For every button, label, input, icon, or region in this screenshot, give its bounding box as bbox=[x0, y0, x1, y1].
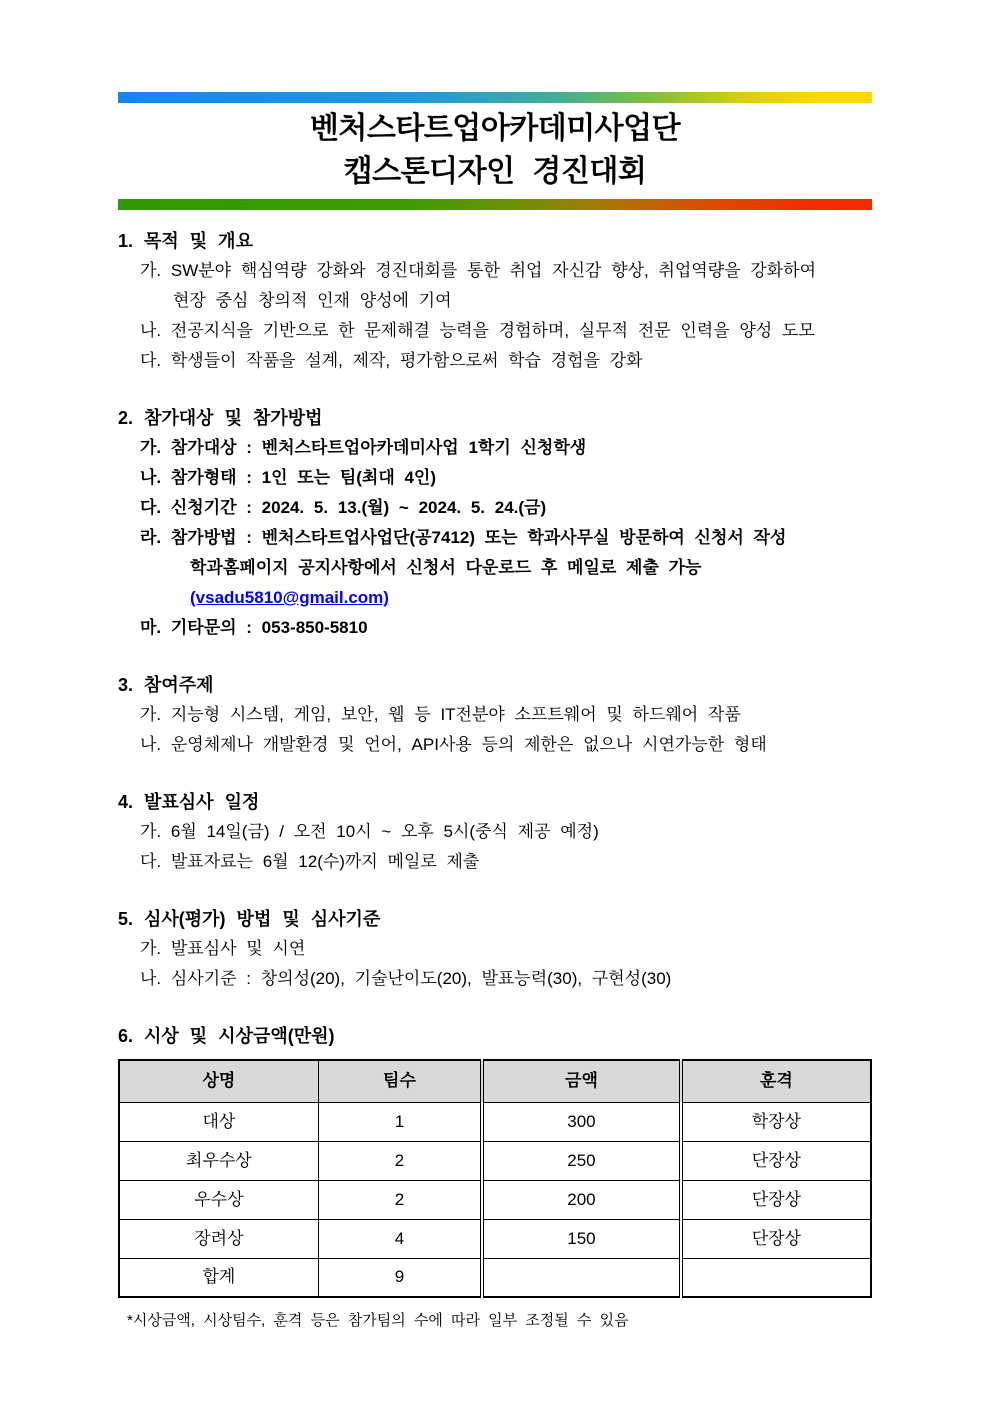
table-cell: 2 bbox=[318, 1141, 482, 1180]
col-header-amount: 금액 bbox=[482, 1060, 681, 1102]
document-title bbox=[118, 107, 872, 193]
table-cell: 300 bbox=[482, 1102, 681, 1141]
table-cell: 학장상 bbox=[681, 1102, 871, 1141]
list-item: 다. 발표자료는 6월 12(수)까지 메일로 제출 bbox=[140, 852, 480, 871]
list-item: 나. 참가형태 : 1인 또는 팀(최대 4인) bbox=[140, 468, 437, 487]
list-item: 나. 심사기준 : 창의성(20), 기술난이도(20), 발표능력(30), 구현성(30) bbox=[140, 969, 672, 988]
table-cell: 9 bbox=[318, 1258, 482, 1297]
col-header-team-count: 팀수 bbox=[318, 1060, 482, 1102]
table-cell: 단장상 bbox=[681, 1141, 871, 1180]
list-item: 라. 참가방법 : 벤처스타트업사업단(공7412) 또는 학과사무실 방문하여 신청서 작성 bbox=[140, 528, 787, 547]
table-row bbox=[119, 1258, 871, 1297]
table-row bbox=[119, 1219, 871, 1258]
email-line-prefix: 학과홈페이지 공지사항에서 신청서 다운로드 후 메일로 제출 가능 bbox=[190, 558, 702, 577]
awards-table bbox=[118, 1059, 872, 1298]
table-cell: 단장상 bbox=[681, 1180, 871, 1219]
section-schedule bbox=[118, 787, 872, 877]
list-item: 가. SW분야 핵심역량 강화와 경진대회를 통한 취업 자신감 향상, 취업역량을 강화하여 bbox=[140, 261, 816, 280]
list-item: 다. 학생들이 작품을 설계, 제작, 평가함으로써 학습 경험을 강화 bbox=[140, 351, 643, 370]
table-cell bbox=[482, 1258, 681, 1297]
title-line-1: 벤처스타트업아카데미사업단 bbox=[309, 112, 681, 145]
list-item: 다. 신청기간 : 2024. 5. 13.(월) ~ 2024. 5. 24.(금) bbox=[140, 498, 547, 517]
list-item: 가. 참가대상 : 벤처스타트업아카데미사업 1학기 신청학생 bbox=[140, 438, 587, 457]
section-awards bbox=[118, 1021, 872, 1332]
table-row bbox=[119, 1102, 871, 1141]
section-heading: 4. 발표심사 일정 bbox=[118, 792, 260, 812]
table-row bbox=[119, 1141, 871, 1180]
section-heading: 3. 참여주제 bbox=[118, 675, 214, 695]
section-heading: 1. 목적 및 개요 bbox=[118, 231, 253, 251]
section-heading: 6. 시상 및 시상금액(만원) bbox=[118, 1026, 335, 1046]
table-cell: 대상 bbox=[119, 1102, 318, 1141]
list-item: 가. 6월 14일(금) / 오전 10시 ~ 오후 5시(중식 제공 예정) bbox=[140, 822, 599, 841]
table-cell: 1 bbox=[318, 1102, 482, 1141]
table-cell: 단장상 bbox=[681, 1219, 871, 1258]
table-cell: 2 bbox=[318, 1180, 482, 1219]
table-footnote: *시상금액, 시상팀수, 훈격 등은 참가팀의 수에 따라 일부 조정될 수 있음 bbox=[127, 1312, 629, 1329]
table-cell: 최우수상 bbox=[119, 1141, 318, 1180]
top-gradient-bar bbox=[118, 92, 872, 103]
list-item: 가. 발표심사 및 시연 bbox=[140, 939, 306, 958]
email-link[interactable]: (vsadu5810@gmail.com) bbox=[190, 588, 389, 607]
table-cell: 장려상 bbox=[119, 1219, 318, 1258]
section-heading: 5. 심사(평가) 방법 및 심사기준 bbox=[118, 909, 381, 929]
section-purpose bbox=[118, 226, 872, 376]
table-cell: 합계 bbox=[119, 1258, 318, 1297]
list-item: 마. 기타문의 : 053-850-5810 bbox=[140, 618, 368, 637]
list-item: 가. 지능형 시스템, 게임, 보안, 웹 등 IT전분야 소프트웨어 및 하드웨어 작품 bbox=[140, 705, 741, 724]
table-cell: 150 bbox=[482, 1219, 681, 1258]
section-heading: 2. 참가대상 및 참가방법 bbox=[118, 408, 323, 428]
list-item-email-line bbox=[118, 553, 872, 613]
table-cell: 200 bbox=[482, 1180, 681, 1219]
section-topics bbox=[118, 670, 872, 760]
section-judging bbox=[118, 904, 872, 994]
table-cell: 4 bbox=[318, 1219, 482, 1258]
table-cell bbox=[681, 1258, 871, 1297]
table-row bbox=[119, 1180, 871, 1219]
section-participation bbox=[118, 403, 872, 643]
table-header-row bbox=[119, 1060, 871, 1102]
list-item: 현장 중심 창의적 인재 양성에 기여 bbox=[173, 291, 452, 310]
list-item: 나. 전공지식을 기반으로 한 문제해결 능력을 경험하며, 실무적 전문 인력을 양성 도모 bbox=[140, 321, 815, 340]
col-header-honor: 훈격 bbox=[681, 1060, 871, 1102]
table-cell: 우수상 bbox=[119, 1180, 318, 1219]
title-line-2: 캡스톤디자인 경진대회 bbox=[343, 155, 647, 188]
table-cell: 250 bbox=[482, 1141, 681, 1180]
title-gradient-bar bbox=[118, 199, 872, 210]
list-item: 나. 운영체제나 개발환경 및 언어, API사용 등의 제한은 없으나 시연가능한 형태 bbox=[140, 735, 767, 754]
col-header-prize-name: 상명 bbox=[119, 1060, 318, 1102]
